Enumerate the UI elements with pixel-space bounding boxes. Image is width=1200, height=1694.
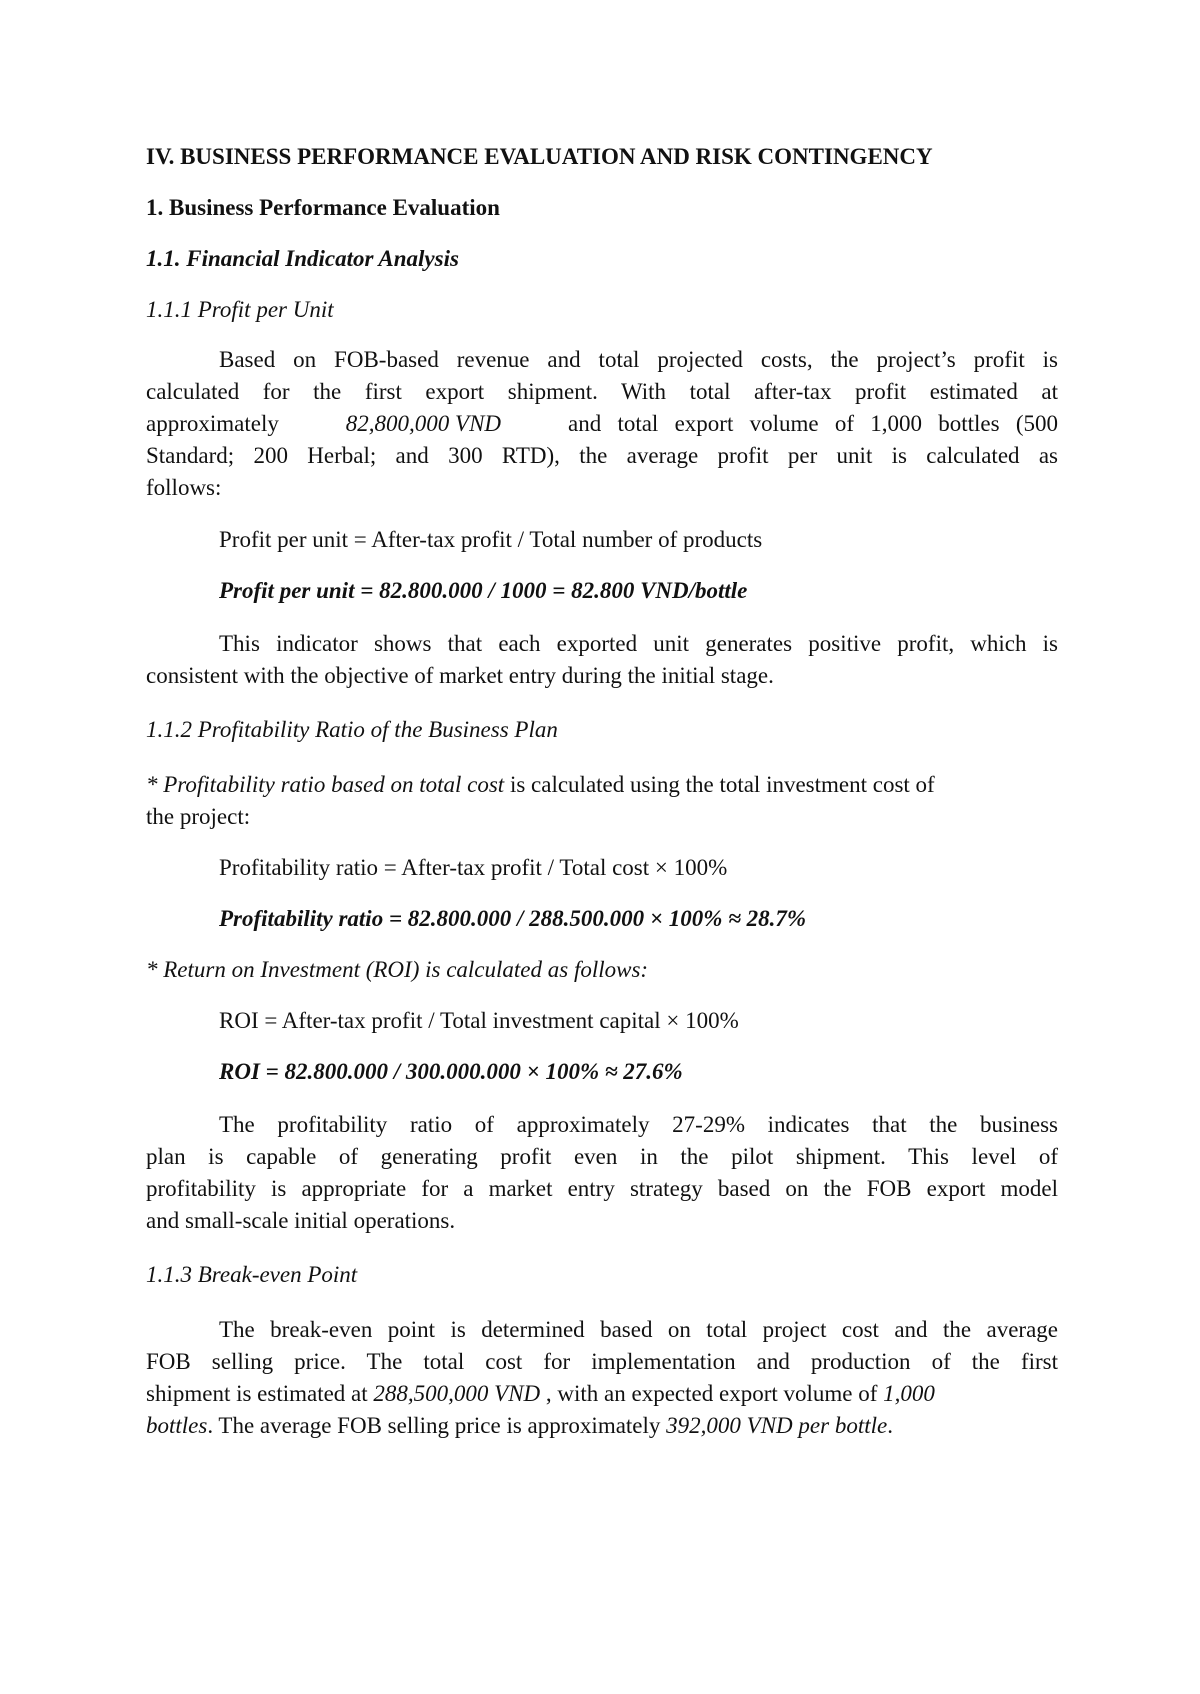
highlight-value: bottles bbox=[146, 1413, 208, 1438]
highlight-value: 288,500,000 VND bbox=[373, 1381, 541, 1406]
heading-profit-per-unit: 1.1.1 Profit per Unit bbox=[146, 297, 334, 322]
text-segment: . The average FOB selling price is approximately bbox=[207, 1413, 661, 1438]
roi-intro: * Return on Investment (ROI) is calculated as follows: bbox=[146, 957, 649, 982]
paragraph-line: plan is capable of generating profit even in the pilot shipment. This level of bbox=[146, 1144, 1058, 1169]
formula-result: ROI = 82.800.000 / 300.000.000 × 100% ≈ 27.6% bbox=[219, 1059, 683, 1084]
formula-text: ROI = After-tax profit / Total investment capital × 100% bbox=[219, 1008, 739, 1033]
heading-break-even: 1.1.3 Break-even Point bbox=[146, 1262, 358, 1287]
text-segment: . bbox=[887, 1413, 893, 1438]
paragraph-line: Based on FOB-based revenue and total projected costs, the project’s profit is bbox=[219, 347, 1058, 372]
paragraph-line: This indicator shows that each exported unit generates positive profit, which is bbox=[219, 631, 1058, 656]
paragraph-line: consistent with the objective of market entry during the initial stage. bbox=[146, 663, 774, 688]
italic-term: * Profitability ratio based on total cost bbox=[146, 772, 505, 797]
paragraph-line: the project: bbox=[146, 804, 251, 829]
paragraph-line: Standard; 200 Herbal; and 300 RTD), the average profit per unit is calculated as bbox=[146, 443, 1058, 468]
highlight-value: 392,000 VND per bottle bbox=[666, 1413, 888, 1438]
paragraph-line: The break-even point is determined based on total project cost and the average bbox=[219, 1317, 1058, 1342]
formula-text: Profit per unit = After-tax profit / Total number of products bbox=[219, 527, 763, 552]
text-segment: approximately bbox=[146, 411, 279, 436]
formula-result: Profit per unit = 82.800.000 / 1000 = 82.800 VND/bottle bbox=[219, 578, 748, 603]
paragraph-line bbox=[146, 770, 935, 800]
text-segment: is calculated using the total investment cost of bbox=[504, 772, 935, 797]
paragraph-line: The profitability ratio of approximately 27-29% indicates that the business bbox=[219, 1112, 1058, 1137]
paragraph-line bbox=[146, 1411, 893, 1441]
paragraph-line: profitability is appropriate for a market entry strategy based on the FOB export model bbox=[146, 1176, 1058, 1201]
paragraph-line: follows: bbox=[146, 475, 222, 500]
text-segment: , with an expected export volume of bbox=[545, 1381, 878, 1406]
paragraph-line: and small-scale initial operations. bbox=[146, 1208, 456, 1233]
heading-profitability-ratio: 1.1.2 Profitability Ratio of the Business Plan bbox=[146, 717, 558, 742]
text-segment: shipment is estimated at bbox=[146, 1381, 368, 1406]
highlight-value: 82,800,000 VND bbox=[345, 411, 502, 436]
highlight-value: 1,000 bbox=[883, 1381, 935, 1406]
paragraph-line bbox=[146, 1379, 935, 1409]
paragraph-line: FOB selling price. The total cost for implementation and production of the first bbox=[146, 1349, 1058, 1374]
formula-result: Profitability ratio = 82.800.000 / 288.500.000 × 100% ≈ 28.7% bbox=[219, 906, 806, 931]
subsubsection-heading: 1.1. Financial Indicator Analysis bbox=[146, 246, 459, 271]
subsection-heading: 1. Business Performance Evaluation bbox=[146, 195, 500, 220]
text-segment: and total export volume of 1,000 bottles (500 bbox=[567, 411, 1058, 436]
paragraph-line: calculated for the first export shipment. With total after-tax profit estimated at bbox=[146, 379, 1058, 404]
section-heading: IV. BUSINESS PERFORMANCE EVALUATION AND RISK CONTINGENCY bbox=[146, 144, 933, 169]
formula-text: Profitability ratio = After-tax profit / Total cost × 100% bbox=[219, 855, 728, 880]
paragraph-line bbox=[146, 409, 1058, 439]
